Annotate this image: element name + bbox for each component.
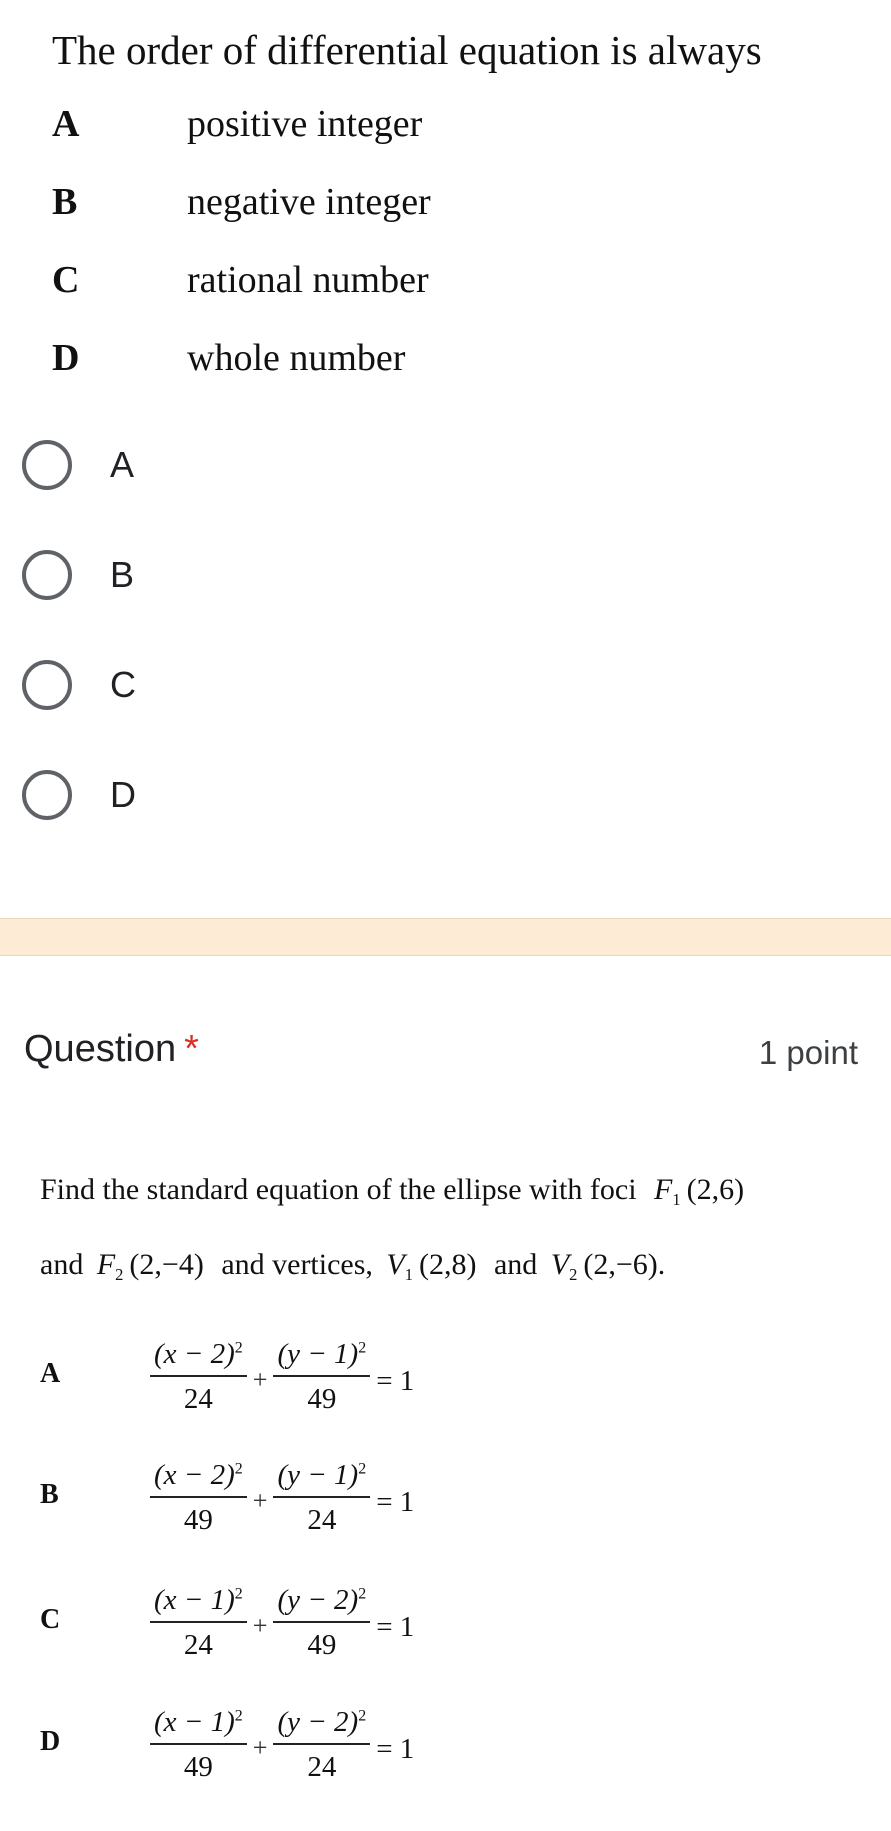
plus-sign: + bbox=[252, 1486, 268, 1515]
option-letter: D bbox=[40, 1726, 61, 1757]
equation bbox=[148, 1322, 414, 1432]
option-text: rational number bbox=[187, 259, 429, 301]
radio-choice-d[interactable] bbox=[22, 768, 422, 828]
radio-choice-b[interactable] bbox=[22, 548, 422, 608]
fraction-x: $\frac{(x - 2)^2}{24}$ bbox=[150, 1338, 247, 1416]
option-letter: C bbox=[40, 1604, 61, 1635]
option-letter: A bbox=[40, 1358, 61, 1389]
radio-label: D bbox=[110, 774, 136, 815]
option-letter: C bbox=[52, 259, 80, 301]
radio-button[interactable] bbox=[22, 550, 72, 600]
vertex-1: $V_1$ (2,8) bbox=[386, 1248, 477, 1284]
fraction-y: $\frac{(y - 2)^2}{24}$ bbox=[273, 1706, 370, 1784]
question2-prompt-line1 bbox=[40, 1173, 744, 1210]
plus-sign: + bbox=[252, 1365, 268, 1394]
equation-rhs: = 1 bbox=[376, 1732, 415, 1765]
fraction-y: $\frac{(y - 1)^2}{49}$ bbox=[273, 1338, 370, 1416]
option-letter: A bbox=[52, 103, 80, 145]
option-letter: B bbox=[52, 181, 78, 223]
question2-option-d bbox=[40, 1690, 640, 1800]
prompt-text: Find the standard equation of the ellipse with foci bbox=[40, 1173, 637, 1206]
radio-button[interactable] bbox=[22, 440, 72, 490]
question-header bbox=[24, 1028, 199, 1071]
prompt-text: and bbox=[40, 1248, 84, 1281]
plus-sign: + bbox=[252, 1733, 268, 1762]
equation-rhs: = 1 bbox=[376, 1610, 415, 1643]
plus-sign: + bbox=[252, 1611, 268, 1640]
equation-rhs: = 1 bbox=[376, 1485, 415, 1518]
prompt-text: and bbox=[493, 1248, 538, 1281]
question1-title: The order of differential equation is always bbox=[52, 27, 762, 73]
equation bbox=[148, 1443, 414, 1553]
question2-option-c bbox=[40, 1568, 640, 1678]
required-asterisk: * bbox=[184, 1028, 199, 1070]
question-label: Question bbox=[24, 1028, 177, 1070]
fraction-x: $\frac{(x - 1)^2}{49}$ bbox=[150, 1706, 247, 1784]
equation bbox=[148, 1568, 414, 1678]
focus-1: $F_1$ (2,6) bbox=[654, 1173, 745, 1209]
option-letter: D bbox=[52, 337, 80, 379]
question2-prompt-line2: and $F_2$ (2,−4) and vertices, $V_1$ (2,8) and $V_2$ (2,−6). bbox=[40, 1248, 666, 1284]
fraction-y: $\frac{(y - 2)^2}{49}$ bbox=[273, 1584, 370, 1662]
radio-button[interactable] bbox=[22, 660, 72, 710]
option-text: negative integer bbox=[187, 181, 431, 223]
radio-choice-a[interactable] bbox=[22, 438, 422, 498]
radio-label: B bbox=[110, 554, 135, 595]
radio-label: C bbox=[110, 664, 136, 705]
fraction-y: $\frac{(y - 1)^2}{24}$ bbox=[273, 1459, 370, 1537]
radio-choice-c[interactable] bbox=[22, 658, 422, 718]
equation bbox=[148, 1690, 414, 1800]
prompt-text: and vertices, bbox=[221, 1248, 373, 1281]
section-divider bbox=[0, 918, 891, 956]
question2-option-b bbox=[40, 1443, 640, 1553]
question2-option-a bbox=[40, 1322, 640, 1432]
equation-rhs: = 1 bbox=[376, 1364, 415, 1397]
vertex-2: $V_2$ (2,−6) bbox=[550, 1248, 658, 1284]
fraction-x: $\frac{(x - 2)^2}{49}$ bbox=[150, 1459, 247, 1537]
option-text: positive integer bbox=[187, 103, 423, 145]
radio-label: A bbox=[110, 444, 135, 485]
option-letter: B bbox=[40, 1479, 59, 1510]
points-label: 1 point bbox=[758, 1034, 858, 1071]
focus-2: $F_2$ (2,−4) bbox=[96, 1248, 204, 1284]
radio-button[interactable] bbox=[22, 770, 72, 820]
fraction-x: $\frac{(x - 1)^2}{24}$ bbox=[150, 1584, 247, 1662]
option-text: whole number bbox=[187, 337, 406, 379]
